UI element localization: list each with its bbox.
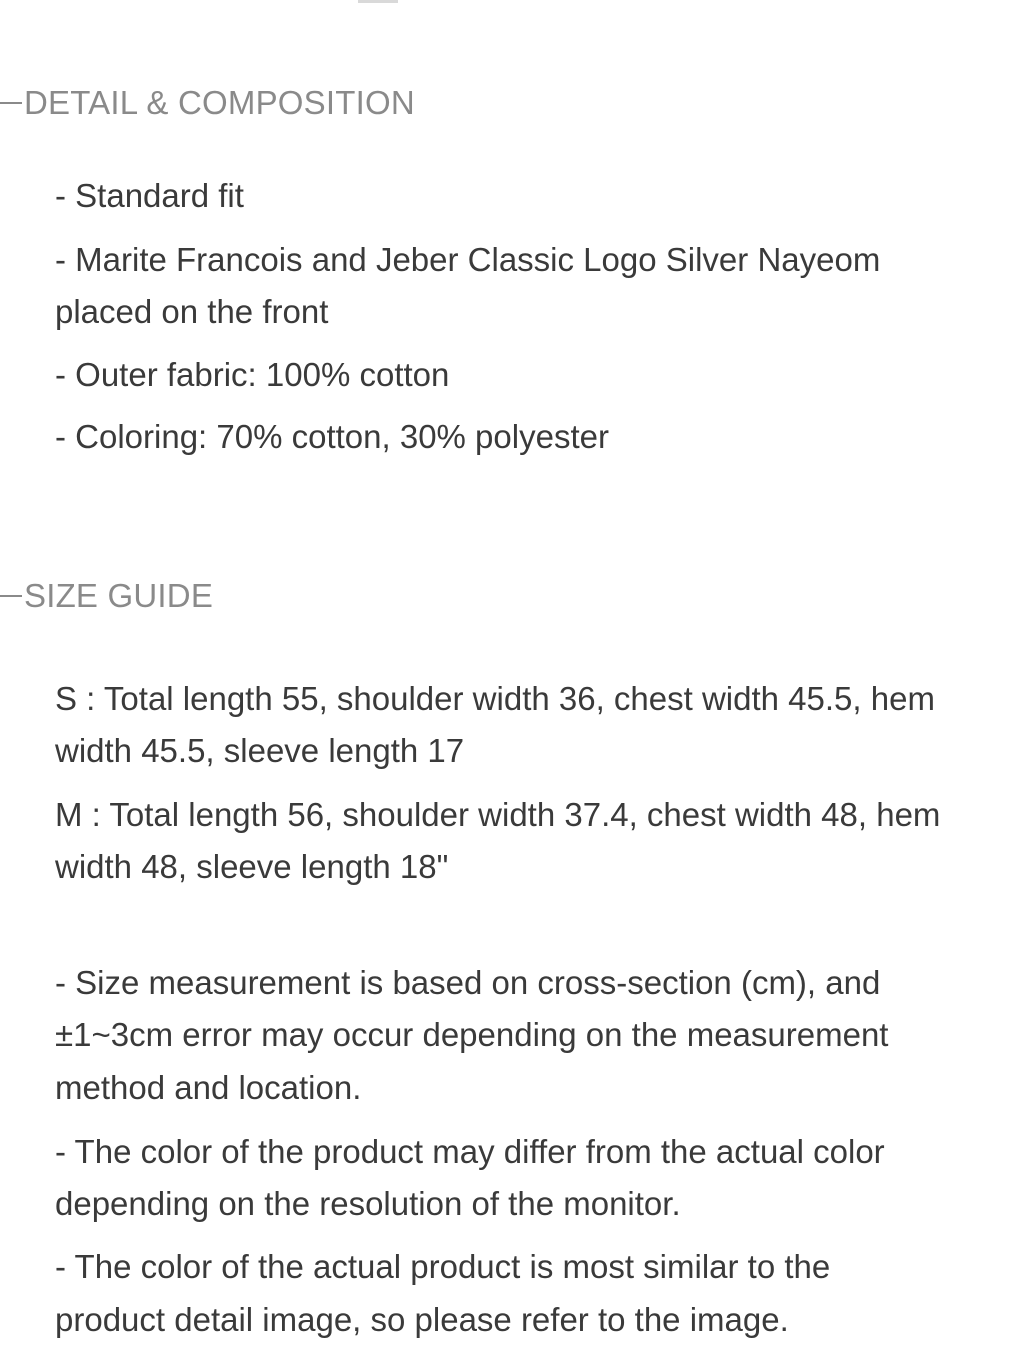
detail-heading-text: DETAIL & COMPOSITION bbox=[24, 84, 415, 121]
detail-line-coloring: - Coloring: 70% cotton, 30% polyester bbox=[55, 418, 609, 455]
note-measurement-cont-2: method and location. bbox=[55, 1069, 362, 1106]
detail-line-outer-fabric: - Outer fabric: 100% cotton bbox=[55, 356, 450, 393]
size-guide-heading bbox=[0, 577, 213, 615]
top-divider bbox=[358, 0, 398, 3]
heading-dash bbox=[0, 102, 22, 104]
detail-line-logo-cont: placed on the front bbox=[55, 293, 329, 330]
detail-composition-heading bbox=[0, 84, 415, 122]
size-m-line: M : Total length 56, shoulder width 37.4, chest width 48, hem bbox=[55, 796, 941, 833]
size-guide-heading-text: SIZE GUIDE bbox=[24, 577, 214, 614]
size-m-line-cont: width 48, sleeve length 18" bbox=[55, 848, 449, 885]
note-measurement: - Size measurement is based on cross-section (cm), and bbox=[55, 964, 881, 1001]
note-color-monitor-cont: depending on the resolution of the monitor. bbox=[55, 1185, 681, 1222]
note-color-actual: - The color of the actual product is most similar to the bbox=[55, 1248, 831, 1285]
note-measurement-cont: ±1~3cm error may occur depending on the measurement bbox=[55, 1016, 889, 1053]
detail-line-fit: - Standard fit bbox=[55, 177, 244, 214]
size-s-line-cont: width 45.5, sleeve length 17 bbox=[55, 732, 465, 769]
note-color-actual-cont: product detail image, so please refer to the image. bbox=[55, 1301, 789, 1338]
detail-line-logo: - Marite Francois and Jeber Classic Logo Silver Nayeom bbox=[55, 241, 881, 278]
note-color-monitor: - The color of the product may differ from the actual color bbox=[55, 1133, 885, 1170]
heading-dash bbox=[0, 595, 22, 597]
size-s-line: S : Total length 55, shoulder width 36, chest width 45.5, hem bbox=[55, 680, 935, 717]
